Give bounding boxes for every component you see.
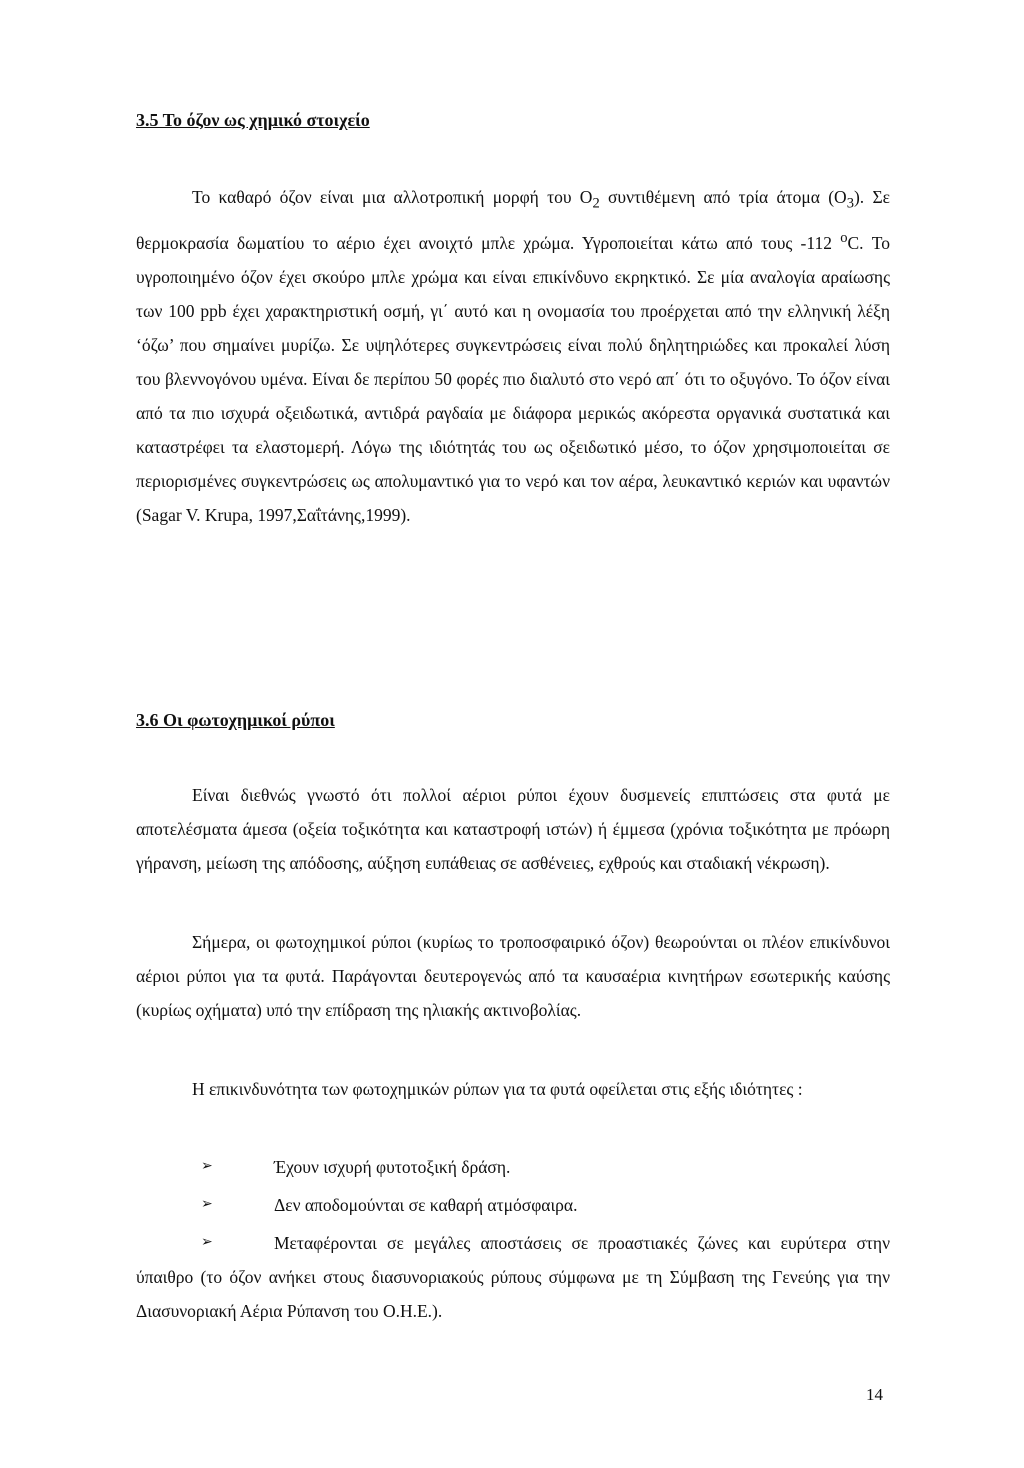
list-item (136, 1226, 890, 1329)
list-item-text: Δεν αποδομούνται σε καθαρή ατμόσφαιρα. (274, 1195, 578, 1215)
section-heading-3-6: 3.6 Οι φωτοχημικοί ρύποι (136, 710, 335, 730)
ozone-text-part-2: συντιθέμενη από τρία άτομα (O (599, 187, 847, 207)
pollutants-paragraph-1: Είναι διεθνώς γνωστό ότι πολλοί αέριοι ρύποι έχουν δυσμενείς επιπτώσεις στα φυτά με αποτελέσματα άμεσα (οξεία τοξικότητα και καταστροφή ιστών) ή έμμεσα (χρόνια τοξικότητα με πρόωρη γήρανση, μείωση της απόδοσης, αύξηση ευπάθειας σε ασθένειες, εχθρούς και σταδιακή νέκρωση). (136, 785, 890, 874)
pollutants-paragraph-3: Η επικινδυνότητα των φωτοχημικών ρύπων για τα φυτά οφείλεται στις εξής ιδιότητες : (192, 1079, 803, 1099)
list-item-text: Μεταφέρονται σε μεγάλες αποστάσεις σε προαστιακές ζώνες και ευρύτερα στην ύπαιθρο (το όζον ανήκει στους διασυνοριακούς ρύπους σύμφωνα με τη Σύμβαση της Γενεύης για την Διασυνοριακή Αέρια Ρύπανση του Ο.Η.Ε.). (136, 1233, 890, 1322)
ozone-text-part-3: ). Σε θερμοκρασία δωματίου το αέριο έχει ανοιχτό μπλε χρώμα. Υγροποιείται κάτω από τους -112 (136, 187, 890, 253)
degree-superscript: o (840, 229, 848, 246)
list-item-text: Έχουν ισχυρή φυτοτοξική δράση. (274, 1157, 511, 1177)
arrowhead-bullet-icon: ➢ (201, 1159, 213, 1174)
pollutants-paragraph-2: Σήμερα, οι φωτοχημικοί ρύποι (κυρίως το τροποσφαιρικό όζον) θεωρούνται οι πλέον επικίνδυνοι αέριοι ρύποι για τα φυτά. Παράγονται δευτερογενώς από τα καυσαέρια κινητήρων εσωτερικής καύσης (κυρίως οχήματα) υπό την επίδραση της ηλιακής ακτινοβολίας. (136, 932, 890, 1021)
arrowhead-bullet-icon: ➢ (201, 1235, 213, 1250)
o2-subscript: 2 (592, 195, 600, 212)
page-number: 14 (866, 1385, 883, 1404)
list-item (136, 1188, 890, 1222)
section-heading-3-5: 3.5 Το όζον ως χημικό στοιχείο (136, 110, 370, 130)
ozone-text-part-4: C. Το υγροποιημένο όζον έχει σκούρο μπλε χρώμα και είναι επικίνδυνο εκρηκτικό. Σε μία αναλογία αραίωσης των 100 ppb έχει χαρακτηριστική οσμή, γι΄ αυτό και η ονομασία του προέρχεται από την ελληνική λέξη ‘όζω’ που σημαίνει μυρίζω. Σε υψηλότερες συγκεντρώσεις είναι πολύ δηλητηριώδες και προκαλεί λύση του βλεννογόνου υμένα. Είναι δε περίπου 50 φορές πιο διαλυτό στο νερό απ΄ ότι το οξυγόνο. Το όζον είναι από τα πιο ισχυρά οξειδωτικά, αντιδρά ραγδαία με διάφορα μερικώς ακόρεστα οργανικά συστατικά και καταστρέφει τα ελαστομερή. Λόγω της ιδιότητάς του ως οξειδωτικό μέσο, το όζον χρησιμοποιείται σε περιορισμένες συγκεντρώσεις ως απολυμαντικό για το νερό και τον αέρα, λευκαντικό κεριών και υφαντών (Sagar V. Krupa, 1997,Σαΐτάνης,1999). (136, 232, 890, 526)
ozone-paragraph (136, 180, 890, 532)
list-item (136, 1150, 890, 1184)
ozone-text-part-1: Το καθαρό όζον είναι μια αλλοτροπική μορφή του O (192, 187, 593, 207)
arrowhead-bullet-icon: ➢ (201, 1197, 213, 1212)
o3-subscript: 3 (846, 195, 854, 212)
